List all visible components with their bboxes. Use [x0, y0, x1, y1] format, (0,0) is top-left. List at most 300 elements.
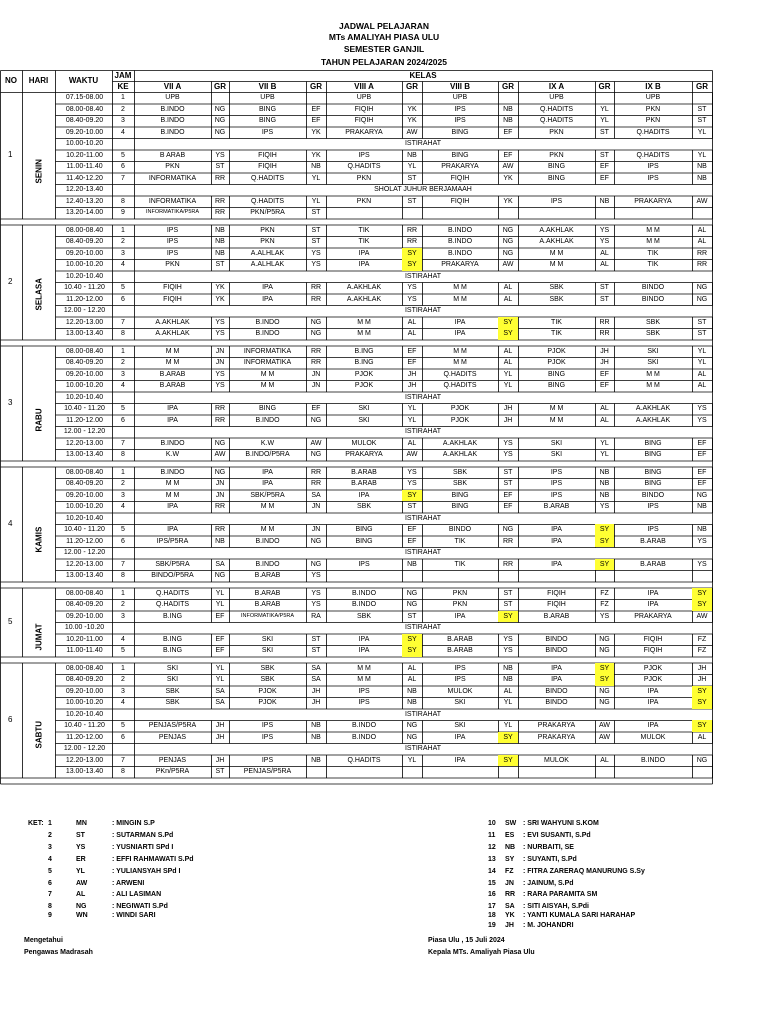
teacher-code: EF	[600, 163, 609, 170]
subject-cell: FIQIH	[258, 163, 277, 170]
time-cell: 09.20-10.00	[65, 491, 104, 499]
subject-cell: PKN	[452, 601, 468, 608]
teacher-number: 14	[488, 868, 496, 875]
teacher-code: JN	[215, 359, 225, 366]
col-header-gr: GR	[598, 82, 611, 91]
subject-cell: M M	[165, 347, 180, 355]
time-cell: 11.20-12.00	[66, 416, 103, 424]
teacher-code	[692, 570, 712, 582]
teacher-code	[595, 766, 614, 778]
teacher-number: 13	[488, 856, 496, 863]
teacher-code	[692, 207, 712, 219]
time-cell: 11.00-11.40	[66, 647, 103, 654]
teacher-code: YL	[215, 664, 225, 672]
subject-cell: A.AKHLAK	[442, 451, 478, 458]
subject-cell: UPB	[165, 94, 180, 101]
subject-cell: SKI	[647, 359, 659, 366]
time-cell: 12.40-13.20	[65, 197, 104, 205]
title-line-3: SEMESTER GANJIL	[343, 44, 425, 54]
time-cell: 12.00 - 12.20	[63, 428, 106, 435]
subject-cell: Q.HADITS	[347, 756, 381, 764]
subject-cell	[422, 207, 498, 219]
teacher-code: YS	[697, 537, 707, 545]
teacher-code: NB	[311, 163, 321, 170]
day-name: SABTU	[34, 720, 43, 749]
time-cell: 09.20-10.00	[65, 128, 104, 136]
subject-cell: IPA	[358, 635, 370, 643]
col-header-gr: GR	[502, 82, 514, 91]
teacher-code: NG	[599, 647, 610, 654]
teacher-number: 18	[488, 912, 496, 919]
teacher-code: YS	[503, 451, 513, 458]
teacher-code: NG	[406, 601, 418, 608]
subject-cell: PJOK	[643, 676, 663, 683]
subject-cell: SBK	[645, 330, 660, 337]
subject-cell: PRAKARYA	[634, 612, 672, 620]
teacher-code: RR	[310, 468, 322, 476]
subject-cell: MULOK	[351, 439, 377, 447]
subject-cell: M M	[357, 318, 371, 326]
time-cell: 13.00-13.40	[65, 330, 104, 337]
teacher-code: EF	[407, 347, 417, 355]
subject-cell: PJOK	[354, 382, 374, 389]
teacher-code: ST	[311, 209, 321, 216]
day-name: SELASA	[34, 278, 43, 311]
teacher-code: NB	[503, 117, 513, 124]
teacher-code: YL	[215, 676, 225, 683]
teacher-code: AW	[598, 722, 611, 729]
teacher-code: SY	[595, 559, 614, 571]
teacher-code: EF	[697, 451, 707, 458]
teacher-name: : JAINUM, S.Pd	[523, 880, 574, 887]
subject-cell: B.ING	[162, 647, 183, 654]
time-cell: 08.00-08.40	[65, 664, 104, 672]
teacher-code-key: ER	[76, 856, 86, 863]
time-cell: 11.20-12.00	[66, 733, 103, 741]
subject-cell: B.INDO	[351, 601, 377, 608]
teacher-code: NB	[311, 733, 321, 741]
subject-cell: PKN	[165, 163, 180, 170]
period-number: 6	[121, 163, 125, 170]
teacher-code: ST	[407, 197, 417, 205]
period-number: 1	[121, 94, 125, 101]
col-header-class: IX B	[645, 82, 661, 91]
teacher-name: : EVI SUSANTI, S.Pd	[523, 832, 591, 839]
subject-cell: SBK	[452, 480, 467, 487]
teacher-code: YS	[697, 416, 707, 424]
subject-cell: SKI	[647, 347, 659, 355]
teacher-code: JH	[697, 676, 707, 683]
teacher-code-key: FZ	[505, 868, 514, 875]
subject-cell: B.ARAB	[447, 647, 473, 654]
teacher-code: NB	[599, 197, 610, 205]
subject-cell: PRAKARYA	[345, 128, 383, 136]
teacher-code: NB	[311, 722, 321, 729]
teacher-code: EF	[697, 468, 707, 476]
subject-cell: INFORMATIKA	[243, 347, 292, 355]
subject-cell: IPA	[262, 468, 273, 476]
subject-cell: M M	[453, 347, 467, 355]
subject-cell: B.ING	[354, 359, 374, 366]
teacher-code: JN	[215, 491, 225, 499]
time-cell: 09.20-10.00	[65, 687, 104, 695]
col-header-class: VIII B	[449, 82, 470, 91]
teacher-code: EF	[503, 128, 513, 136]
subject-cell: A.AKHLAK	[346, 284, 382, 291]
teacher-number: 8	[48, 903, 52, 910]
subject-cell: B.ARAB	[543, 503, 570, 510]
teacher-code: AW	[406, 128, 418, 136]
subject-cell: FIQIH	[354, 117, 374, 124]
teacher-code: YS	[215, 382, 225, 389]
subject-cell: M M	[165, 480, 180, 487]
title-line-4: TAHUN PELAJARAN 2024/2025	[321, 57, 447, 67]
teacher-name: : ARWENI	[112, 880, 145, 887]
footer-pengawas: Pengawas Madrasah	[24, 949, 93, 956]
teacher-name: : NEGIWATI S.Pd	[112, 903, 168, 910]
subject-cell: PRAKARYA	[537, 733, 576, 741]
teacher-code: JH	[503, 405, 513, 412]
subject-cell: B.ARAB	[254, 601, 281, 608]
time-cell: 08.00-08.40	[65, 468, 104, 476]
teacher-code: FZ	[697, 635, 707, 643]
footer-date: Piasa Ulu , 15 Juli 2024	[428, 937, 505, 944]
subject-cell: IPS/P5RA	[156, 537, 189, 545]
subject-cell: IPA	[551, 676, 562, 683]
teacher-code: ST	[600, 151, 609, 159]
teacher-name: : M. JOHANDRI	[523, 922, 574, 929]
teacher-code: EF	[503, 151, 513, 159]
subject-cell: B.INDO	[160, 468, 185, 476]
teacher-number: 2	[48, 832, 52, 839]
teacher-code: RR	[502, 537, 514, 545]
teacher-code: ST	[503, 589, 513, 597]
teacher-code: NG	[310, 451, 322, 458]
period-number	[112, 392, 134, 404]
teacher-code: EF	[311, 405, 321, 412]
subject-cell: PKN	[260, 226, 275, 234]
teacher-code: NG	[310, 318, 322, 326]
subject-cell: BINDO	[641, 284, 665, 291]
teacher-code: EF	[503, 491, 513, 499]
time-cell: 13.00-13.40	[65, 768, 104, 775]
col-header-no: NO	[5, 76, 17, 85]
period-number: 3	[121, 491, 125, 499]
teacher-code: ST	[311, 238, 321, 245]
teacher-code: NG	[696, 491, 708, 499]
teacher-code-key: JH	[505, 922, 514, 929]
teacher-code	[498, 207, 518, 219]
subject-cell: UPB	[645, 94, 661, 101]
teacher-code: SY	[692, 686, 712, 698]
teacher-code: AW	[502, 163, 514, 170]
period-number: 5	[121, 526, 125, 533]
subject-cell: IPS	[358, 151, 370, 159]
subject-cell: M M	[165, 491, 180, 499]
teacher-code: AL	[600, 405, 609, 412]
subject-cell: TIK	[358, 226, 370, 234]
subject-cell: BING	[547, 382, 566, 389]
time-cell: 12.00 - 12.20	[63, 307, 106, 314]
subject-cell: B.INDO	[447, 226, 473, 234]
period-number	[112, 513, 134, 525]
subject-cell: M M	[453, 284, 467, 291]
subject-cell: B.INDO	[160, 128, 185, 136]
teacher-code: AL	[600, 416, 609, 424]
teacher-code: NG	[310, 330, 322, 337]
teacher-code: YK	[407, 117, 417, 124]
period-number: 1	[121, 468, 125, 476]
period-number: 8	[121, 330, 125, 337]
subject-cell: Q.HADITS	[636, 128, 670, 136]
teacher-code: SY	[692, 697, 712, 709]
subject-cell: MULOK	[447, 687, 473, 695]
subject-cell: M M	[549, 261, 564, 268]
teacher-code: YL	[697, 347, 707, 355]
subject-cell: SKI	[358, 405, 370, 412]
subject-cell: PRAKARYA	[441, 261, 479, 268]
subject-cell: BINDO	[545, 699, 568, 706]
subject-cell: A.AKHLAK	[635, 405, 671, 412]
teacher-code: NB	[697, 503, 707, 510]
teacher-name: : SITI AISYAH, S.Pdi	[523, 903, 589, 910]
subject-cell: TIK	[551, 330, 562, 337]
subject-cell: M M	[357, 664, 371, 672]
subject-cell: PRAKARYA	[345, 451, 383, 458]
teacher-code: RR	[310, 347, 322, 355]
time-cell: 10.20-11.00	[66, 151, 103, 159]
time-cell: 08.00-08.40	[65, 589, 104, 597]
teacher-number: 6	[48, 880, 52, 887]
subject-cell: B.INDO	[351, 722, 377, 729]
teacher-code	[498, 570, 518, 582]
teacher-code: NB	[215, 537, 225, 545]
teacher-code-key: MN	[76, 820, 87, 827]
time-cell: 10.40 - 11.20	[64, 526, 105, 533]
teacher-code	[595, 570, 614, 582]
subject-cell: BINDO	[545, 635, 568, 643]
teacher-code: EF	[407, 359, 417, 366]
teacher-code: RR	[214, 197, 226, 205]
subject-cell: SBK	[260, 676, 275, 683]
teacher-code: RR	[502, 560, 514, 568]
period-number: 4	[121, 382, 125, 389]
period-number: 9	[121, 209, 125, 216]
subject-cell: PENJAS/P5RA	[148, 722, 197, 729]
subject-cell: IPA	[358, 261, 370, 268]
teacher-code: SY	[595, 663, 614, 675]
subject-cell: BING	[258, 117, 277, 124]
teacher-code: ST	[697, 330, 707, 337]
subject-cell: M M	[357, 676, 371, 683]
col-header-gr: GR	[310, 82, 322, 91]
time-cell: 12.20-13.00	[65, 756, 104, 764]
teacher-code: EF	[407, 537, 417, 545]
time-cell: 12.20-13.40	[65, 186, 104, 193]
subject-cell: SKI	[166, 664, 179, 672]
subject-cell: M M	[646, 382, 660, 389]
period-number	[112, 709, 134, 721]
subject-cell: B.INDO	[255, 330, 280, 337]
period-number	[112, 138, 134, 150]
teacher-code: NG	[214, 128, 226, 136]
subject-cell: IPA	[454, 733, 466, 741]
teacher-code: RR	[214, 174, 226, 182]
subject-cell: INFORMATIKA/P5RA	[240, 612, 295, 619]
subject-cell	[614, 766, 692, 778]
teacher-code: AL	[600, 249, 609, 257]
subject-cell: BING	[258, 105, 277, 113]
teacher-code: YS	[407, 468, 417, 476]
subject-cell: B.ARAB	[640, 537, 666, 545]
teacher-code: AL	[407, 318, 417, 326]
break-label: ISTIRAHAT	[404, 710, 442, 718]
subject-cell: BING	[451, 151, 469, 159]
subject-cell: B.INDO	[447, 249, 473, 257]
subject-cell: M M	[646, 238, 660, 245]
subject-cell: IPA	[647, 687, 659, 695]
period-number: 1	[121, 589, 125, 597]
subject-cell: SBK	[356, 612, 371, 620]
subject-cell: FIQIH	[643, 647, 663, 654]
teacher-code: YS	[311, 589, 321, 597]
time-cell: 10.40 - 11.20	[64, 284, 105, 291]
subject-cell: K.W	[260, 439, 275, 447]
period-number: 4	[121, 128, 125, 136]
subject-cell: IPA	[551, 664, 562, 672]
day-number: 4	[8, 519, 13, 528]
teacher-code: JH	[503, 416, 513, 424]
subject-cell: Q.HADITS	[155, 589, 190, 597]
teacher-code: NG	[502, 526, 514, 533]
subject-cell: FIQIH	[450, 174, 470, 182]
teacher-code: YS	[503, 439, 513, 447]
subject-cell: PJOK	[450, 416, 470, 424]
teacher-code: NG	[406, 589, 418, 597]
col-header-class: IX A	[548, 82, 565, 91]
break-label: ISTIRAHAT	[404, 393, 442, 401]
subject-cell: BING	[451, 128, 469, 136]
teacher-code: ST	[407, 503, 417, 510]
teacher-code: SY	[595, 674, 614, 686]
period-number	[112, 271, 134, 283]
subject-cell	[422, 570, 498, 582]
teacher-code: RR	[406, 238, 418, 245]
subject-cell	[326, 766, 402, 778]
subject-cell	[518, 766, 595, 778]
teacher-code: AL	[697, 733, 707, 741]
time-cell: 12.20-13.00	[65, 560, 104, 568]
subject-cell: PKN	[356, 174, 372, 182]
subject-cell: Q.HADITS	[443, 382, 477, 389]
teacher-code: AL	[407, 439, 417, 447]
teacher-code: JH	[697, 664, 707, 672]
subject-cell	[518, 570, 595, 582]
subject-cell: IPS	[261, 128, 274, 136]
teacher-code: NB	[503, 664, 513, 672]
teacher-code: NG	[502, 238, 514, 245]
period-number: 2	[121, 359, 125, 366]
break-label: ISTIRAHAT	[404, 140, 442, 147]
period-number: 7	[121, 756, 125, 764]
subject-cell: SBK	[165, 699, 180, 706]
subject-cell: BING	[644, 439, 662, 447]
teacher-code: AW	[310, 439, 322, 447]
subject-cell: TIK	[647, 249, 659, 257]
teacher-code: YL	[503, 370, 513, 378]
teacher-code: YK	[503, 197, 513, 205]
subject-cell: Q.HADITS	[636, 151, 670, 159]
teacher-code: EF	[600, 370, 609, 378]
subject-cell: A.AKHLAK	[635, 416, 671, 424]
teacher-code: AL	[697, 238, 707, 245]
teacher-code: YL	[311, 174, 321, 182]
subject-cell: IPS	[454, 676, 466, 683]
subject-cell: SBK	[165, 687, 180, 695]
subject-cell: IPA	[454, 612, 466, 620]
subject-cell: SKI	[550, 451, 563, 458]
teacher-code: RR	[696, 249, 708, 257]
period-number: 2	[121, 480, 125, 487]
subject-cell: M M	[453, 359, 467, 366]
period-number: 5	[121, 405, 125, 412]
teacher-name: : NURBAITI, SE	[523, 844, 574, 851]
teacher-code: SY	[692, 599, 712, 611]
teacher-code: SY	[402, 248, 422, 260]
teacher-code: YS	[215, 151, 225, 159]
teacher-code: YL	[697, 128, 707, 136]
teacher-code	[402, 570, 422, 582]
period-number: 6	[121, 295, 125, 303]
period-number: 4	[121, 503, 125, 510]
subject-cell: PKN	[165, 261, 180, 268]
teacher-code: JH	[215, 756, 225, 764]
teacher-code: YL	[311, 197, 321, 205]
subject-cell: IPA	[262, 480, 273, 487]
teacher-code: YS	[697, 560, 707, 568]
subject-cell: A.AKHLAK	[346, 295, 382, 303]
teacher-code: NG	[310, 560, 322, 568]
subject-cell: B.INDO	[255, 537, 280, 545]
day-name: KAMIS	[34, 526, 43, 553]
subject-cell: IPS	[647, 174, 659, 182]
time-cell: 10.20-10.40	[65, 272, 104, 280]
subject-cell: B.INDO	[160, 105, 185, 113]
day-number: 6	[8, 715, 13, 724]
teacher-code	[402, 207, 422, 219]
teacher-code: YS	[599, 503, 610, 510]
teacher-code: SY	[498, 328, 518, 340]
teacher-code: ST	[215, 261, 225, 268]
teacher-code: EF	[215, 647, 225, 654]
subject-cell: PJOK	[547, 359, 566, 366]
teacher-code: NB	[503, 105, 513, 113]
teacher-code: YL	[600, 439, 609, 447]
subject-cell: Q.HADITS	[443, 370, 477, 378]
break-label: ISTIRAHAT	[404, 514, 442, 522]
teacher-code: NG	[214, 117, 226, 124]
period-number	[112, 305, 134, 317]
subject-cell: A.AKHLAK	[539, 226, 574, 234]
subject-cell	[326, 207, 402, 219]
subject-cell: IPA	[551, 560, 562, 568]
time-cell: 10.20-10.40	[65, 393, 104, 401]
teacher-code: YK	[215, 284, 225, 291]
subject-cell: INFORMATIKA	[148, 174, 197, 182]
subject-cell: IPA	[454, 330, 466, 337]
period-number: 3	[121, 249, 125, 257]
subject-cell: IPA	[551, 526, 562, 533]
